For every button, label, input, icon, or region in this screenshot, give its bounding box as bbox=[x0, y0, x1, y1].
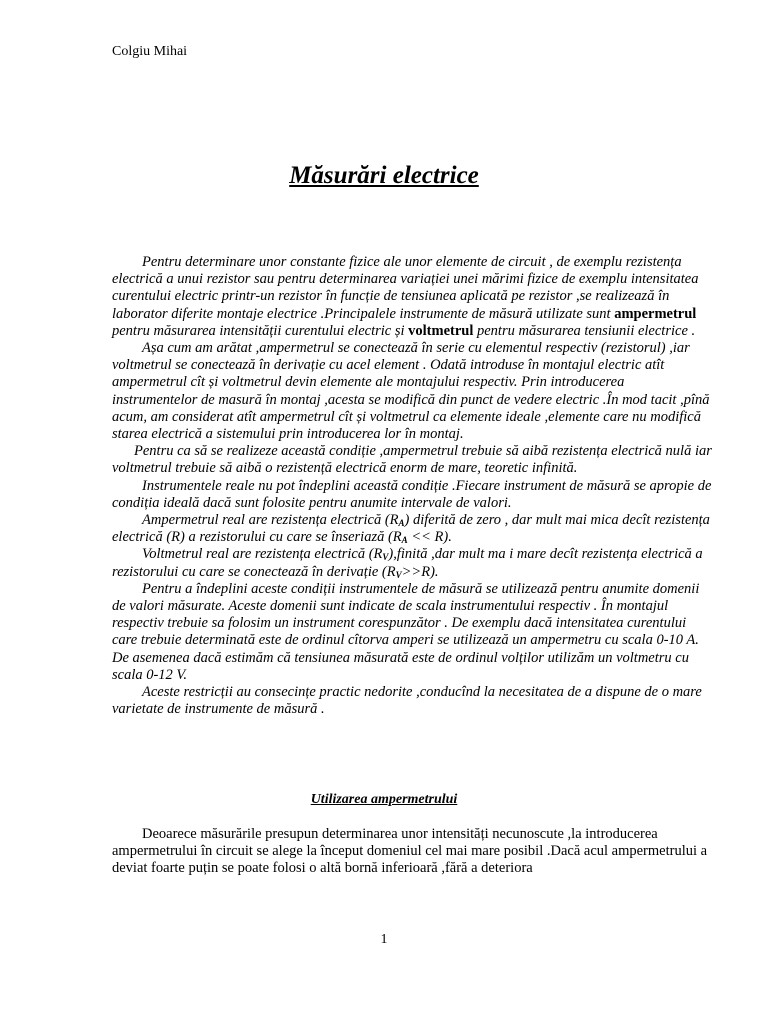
paragraph-voltmeter-resistance bbox=[112, 546, 712, 580]
paragraph-intro bbox=[112, 254, 712, 340]
subscript-a: A bbox=[398, 518, 405, 529]
paragraph-ampermeter-resistance bbox=[112, 512, 712, 546]
author-name: Colgiu Mihai bbox=[112, 44, 188, 59]
paragraph-ampermeter-usage: Deoarece măsurările presupun determinarea unor intensități necunoscute ,la introducerea ampermetrului în circuit se alege la început domeniul cel mai mare posibil .Dacă acul ampermetrului a deviat foarte puțin se poate folosi o altă bornă inferioară ,fără a deteriora bbox=[112, 826, 708, 877]
document-title: Măsurări electrice bbox=[289, 162, 479, 189]
paragraph-connection: Așa cum am arătat ,ampermetrul se conectează în serie cu elementul respectiv (rezistorul) ,iar voltmetrul se conectează în derivație cu acel element . Odată introduse în montajul electric atît ampermetrul cît și voltmetrul devin elemente ale montajului respectiv. Prin introducerea instrumentelor de masură în montaj ,acesta se modifică din punct de vedere electric .În mod tacit ,pînă acum, am considerat atît ampermetrul cît și voltmetrul ca elemente ideale ,elemente care nu modifică starea electrică a sistemului prin introducerea lor în montaj. bbox=[112, 340, 710, 443]
paragraph-text: Pentru determinare unor constante fizice ale unor elemente de circuit , de exemplu rezistența electrică a unui rezistor sau pentru determinarea variației unei mărimi fizice de exemplu intensitatea curentului electric printr-un rezistor în funcție de tensiunea aplicată pe rezistor ,se realizează în laborator diferite montaje electrice .Principalele instrumente de măsură utilizate sunt bbox=[112, 254, 699, 322]
paragraph-restrictions: Aceste restricții au consecințe practic nedorite ,conducînd la necesitatea de a dispune de o mare varietate de instrumente de măsură . bbox=[112, 684, 702, 718]
term-voltmetrul: voltmetrul bbox=[408, 322, 474, 339]
paragraph-text: << R). bbox=[411, 529, 452, 546]
paragraph-text: pentru măsurarea tensiunii electrice . bbox=[477, 322, 696, 339]
section-title: Utilizarea ampermetrului bbox=[310, 792, 458, 807]
paragraph-text: pentru măsurarea intensității curentului electric și bbox=[112, 322, 405, 339]
paragraph-text: >>R). bbox=[401, 563, 439, 580]
section-body bbox=[112, 826, 712, 878]
paragraph-condition: Pentru ca să se realizeze această condiție ,ampermetrul trebuie să aibă rezistența electrică nulă iar voltmetrul trebuie să aibă o rezistență electrică enorm de mare, teoretic infinită. bbox=[112, 443, 712, 477]
subscript-v: V bbox=[395, 569, 402, 580]
page-number: 1 bbox=[380, 932, 388, 947]
paragraph-text: ),finită ,dar mult ma i mare decît rezistența electrică a rezistorului cu care se conectează în derivație (R bbox=[112, 546, 703, 580]
term-ampermetrul: ampermetrul bbox=[614, 305, 697, 322]
paragraph-text: Ampermetrul real are rezistența electrică (R bbox=[142, 512, 399, 529]
document-body bbox=[112, 254, 712, 718]
paragraph-measurement-ranges: Pentru a îndeplini aceste condiții instrumentele de măsură se utilizează pentru anumite domenii de valori măsurate. Aceste domenii sunt indicate de scala instrumentului respectiv . În montajul respectiv trebuie sa folosim un instrument corespunzător . De exemplu dacă intensitatea curentului care trebuie determinată este de ordinul cîtorva amperi se utilizează un ampermetru cu scala 0-10 A. De asemenea dacă estimăm că tensiunea măsurată este de ordinul volților utilizăm un voltmetru cu scala 0-12 V. bbox=[112, 580, 700, 683]
paragraph-real-instruments: Instrumentele reale nu pot îndeplini această condiție .Fiecare instrument de măsură se apropie de condiția ideală dacă sunt folosite pentru anumite intervale de valori. bbox=[112, 477, 712, 511]
paragraph-text: Voltmetrul real are rezistența electrică (R bbox=[142, 546, 383, 563]
subscript-v: V bbox=[382, 552, 389, 563]
paragraph-text: ) diferită de zero , dar mult mai mica decît rezistența electrică (R) a rezistorului cu care se înseriază (R bbox=[112, 512, 710, 546]
subscript-a: A bbox=[401, 535, 408, 546]
